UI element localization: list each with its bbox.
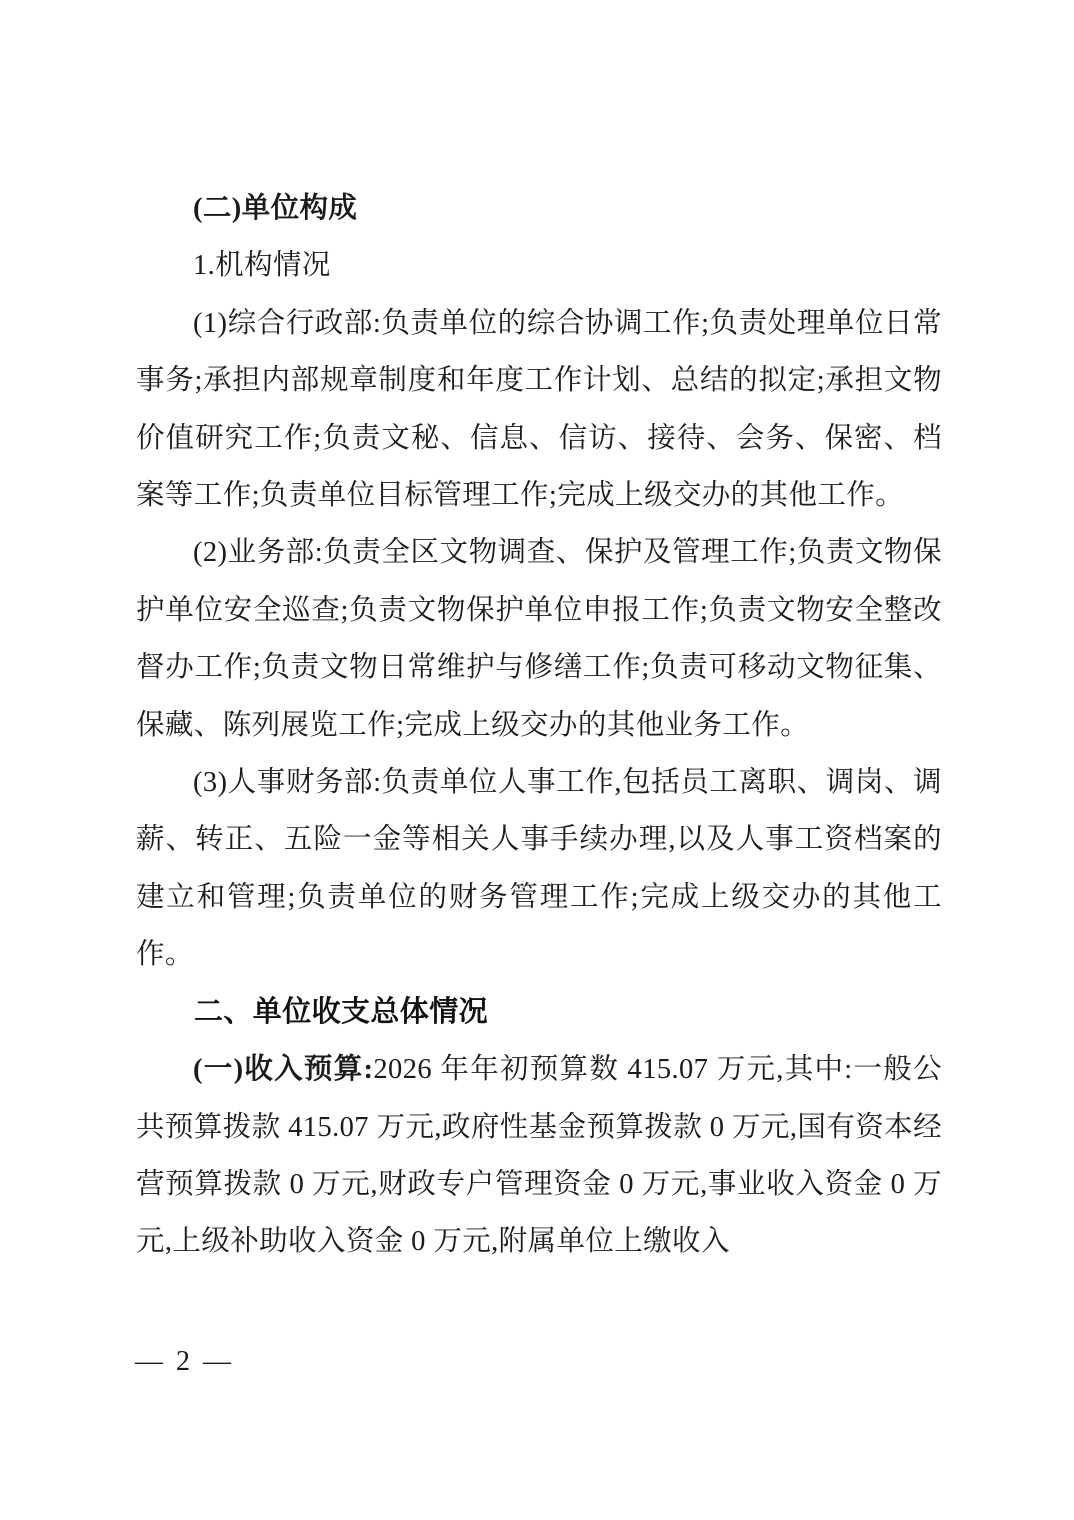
paragraph-income-budget <box>136 1041 942 1271</box>
paragraph-income-budget-lead: (一)收入预算: <box>193 1054 374 1086</box>
section-heading-budget-overview: 二、单位收支总体情况 <box>194 995 489 1028</box>
paragraph-hr-finance-dept: (3)人事财务部:负责单位人事工作,包括员工离职、调岗、调薪、转正、五险一金等相关人事手续办理,以及人事工资档案的建立和管理;负责单位的财务管理工作;完成上级交办的其他工作。 <box>136 767 942 971</box>
paragraph-general-admin-dept: (1)综合行政部:负责单位的综合协调工作;负责处理单位日常事务;承担内部规章制度和年度工作计划、总结的拟定;承担文物价值研究工作;负责文秘、信息、信访、接待、会务、保密、档案等工作;负责单位目标管理工作;完成上级交办的其他工作。 <box>136 307 942 512</box>
page-number: — 2 — <box>135 1346 234 1377</box>
subsection-heading-unit-composition: (二)单位构成 <box>193 193 358 224</box>
paragraph-business-dept: (2)业务部:负责全区文物调查、保护及管理工作;负责文物保护单位安全巡查;负责文物保护单位申报工作;负责文物安全整改督办工作;负责文物日常维护与修缮工作;负责可移动文物征集、保藏、陈列展览工作;完成上级交办的其他业务工作。 <box>136 537 942 741</box>
paragraph-income-budget-text: 2026 年年初预算数 415.07 万元,其中:一般公共预算拨款 415.07 万元,政府性基金预算拨款 0 万元,国有资本经营预算拨款 0 万元,财政专户管理资金 0 万元,事业收入资金 0 万元,上级补助收入资金 0 万元,附属单位上缴收入 <box>136 1054 942 1258</box>
document-body <box>136 180 942 1271</box>
subheading-organization-overview: 1.机构情况 <box>193 250 331 282</box>
